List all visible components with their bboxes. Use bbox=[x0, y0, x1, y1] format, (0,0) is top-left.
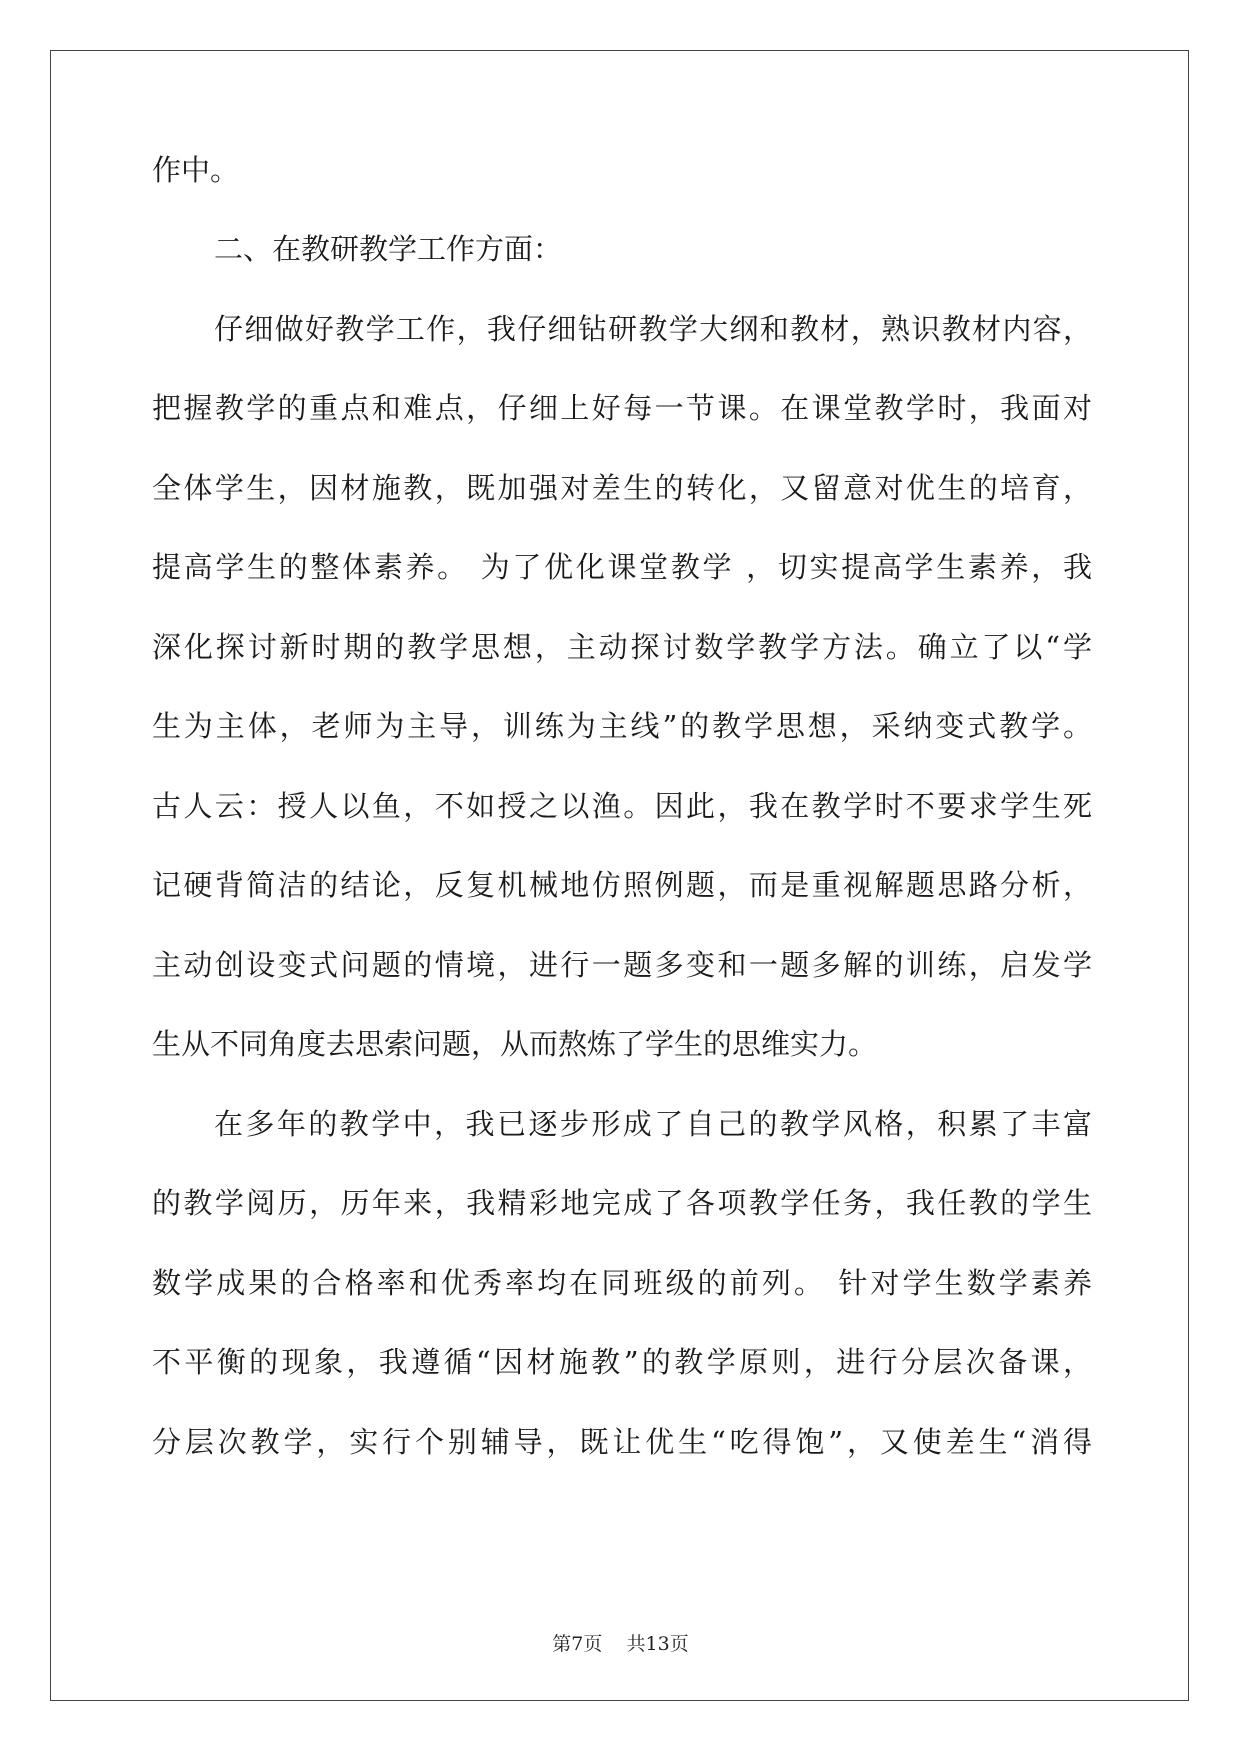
text-line: 分层次教学，实行个别辅导，既让优生“吃得饱”，又使差生“消得 bbox=[152, 1425, 1092, 1459]
text-line: 提高学生的整体素养。 为了优化课堂教学 ，切实提高学生素养，我 bbox=[152, 550, 1092, 584]
text-line: 深化探讨新时期的教学思想，主动探讨数学教学方法。确立了以“学 bbox=[152, 630, 1092, 664]
text-line: 主动创设变式问题的情境，进行一题多变和一题多解的训练，启发学 bbox=[152, 948, 1092, 982]
text-line: 作中。 bbox=[152, 153, 240, 187]
page-footer bbox=[0, 1629, 1241, 1656]
text-line: 不平衡的现象，我遵循“因材施教”的教学原则，进行分层次备课， bbox=[152, 1345, 1092, 1379]
text-line: 全体学生，因材施教，既加强对差生的转化，又留意对优生的培育， bbox=[152, 471, 1092, 505]
text-line: 古人云：授人以鱼，不如授之以渔。因此，我在教学时不要求学生死 bbox=[152, 789, 1092, 823]
text-line: 把握教学的重点和难点，仔细上好每一节课。在课堂教学时，我面对 bbox=[152, 391, 1092, 425]
text-line: 在多年的教学中，我已逐步形成了自己的教学风格，积累了丰富 bbox=[214, 1107, 1092, 1141]
page-number: 第7页 bbox=[552, 1633, 603, 1655]
section-heading: 二、在教研教学工作方面： bbox=[214, 232, 563, 266]
text-line: 生从不同角度去思索问题，从而熬炼了学生的思维实力。 bbox=[152, 1027, 878, 1061]
text-line: 生为主体，老师为主导，训练为主线”的教学思想，采纳变式教学。 bbox=[152, 709, 1092, 743]
text-line: 的教学阅历，历年来，我精彩地完成了各项教学任务，我任教的学生 bbox=[152, 1186, 1092, 1220]
text-line: 记硬背简洁的结论，反复机械地仿照例题，而是重视解题思路分析， bbox=[152, 868, 1092, 902]
text-line: 仔细做好教学工作，我仔细钻研教学大纲和教材，熟识教材内容， bbox=[214, 312, 1092, 346]
page-total: 共13页 bbox=[626, 1633, 689, 1655]
text-line: 数学成果的合格率和优秀率均在同班级的前列。 针对学生数学素养 bbox=[152, 1266, 1092, 1300]
